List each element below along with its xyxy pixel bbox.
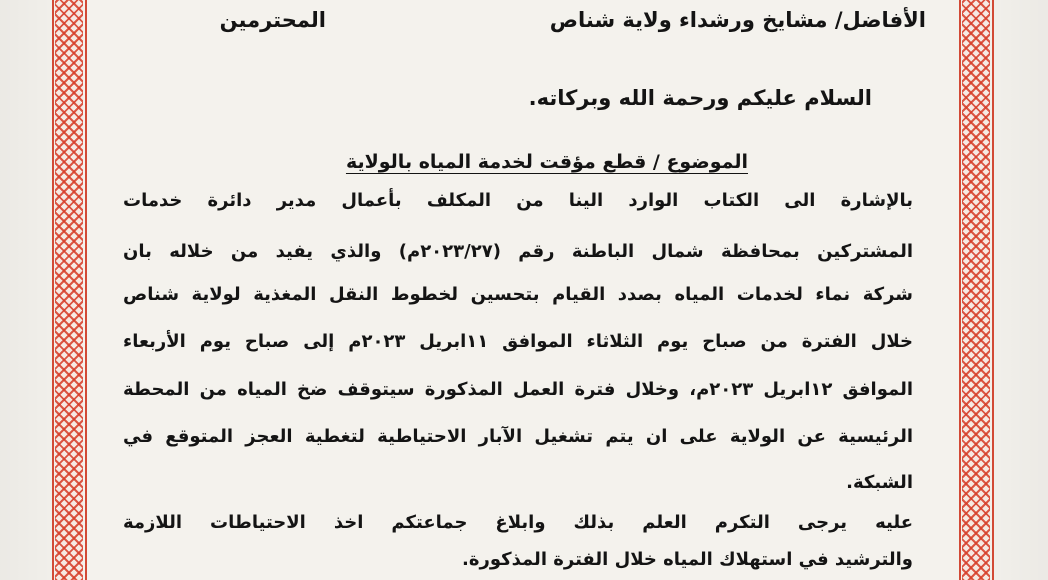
- body-line-4: خلال الفترة من صباح يوم الثلاثاء الموافق ١١ابريل ٢٠٢٣م إلى صباح يوم الأربعاء: [123, 331, 914, 352]
- greeting: السلام عليكم ورحمة الله وبركاته.: [528, 86, 872, 110]
- body-line-3: شركة نماء لخدمات المياه بصدد القيام بتحسين لخطوط النقل المغذية لولاية شناص: [123, 284, 913, 305]
- addressee-line: الأفاضل/ مشايخ ورشداء ولاية شناص: [549, 8, 926, 32]
- right-border-outer-line: [992, 0, 994, 580]
- right-ornamental-border: [962, 0, 990, 580]
- closing-line-1: عليه يرجى التكرم العلم بذلك وابلاغ جماعتكم اخذ الاحتياطات اللازمة: [123, 512, 913, 533]
- honorific: المحترمين: [219, 8, 326, 32]
- body-line-1: بالإشارة الى الكتاب الوارد الينا من المكلف بأعمال مدير دائرة خدمات: [123, 190, 913, 211]
- left-border-outer-line: [52, 0, 54, 580]
- subject-line: الموضوع / قطع مؤقت لخدمة المياه بالولاية: [345, 151, 748, 173]
- body-line-6: الرئيسية عن الولاية على ان يتم تشغيل الآبار الاحتياطية لتغطية العجز المتوقع في: [123, 426, 913, 447]
- body-line-7: الشبكة.: [846, 472, 913, 493]
- right-border-inner-line: [959, 0, 961, 580]
- left-border-inner-line: [85, 0, 87, 580]
- closing-line-2: والترشيد في استهلاك المياه خلال الفترة المذكورة.: [462, 549, 913, 570]
- body-line-5: الموافق ١٢ابريل ٢٠٢٣م، وخلال فترة العمل المذكورة سيتوقف ضخ المياه من المحطة: [123, 379, 914, 400]
- left-ornamental-border: [55, 0, 83, 580]
- body-line-2: المشتركين بمحافظة شمال الباطنة رقم (٢٠٢٣/٢٧م) والذي يفيد من خلاله بان: [123, 241, 913, 262]
